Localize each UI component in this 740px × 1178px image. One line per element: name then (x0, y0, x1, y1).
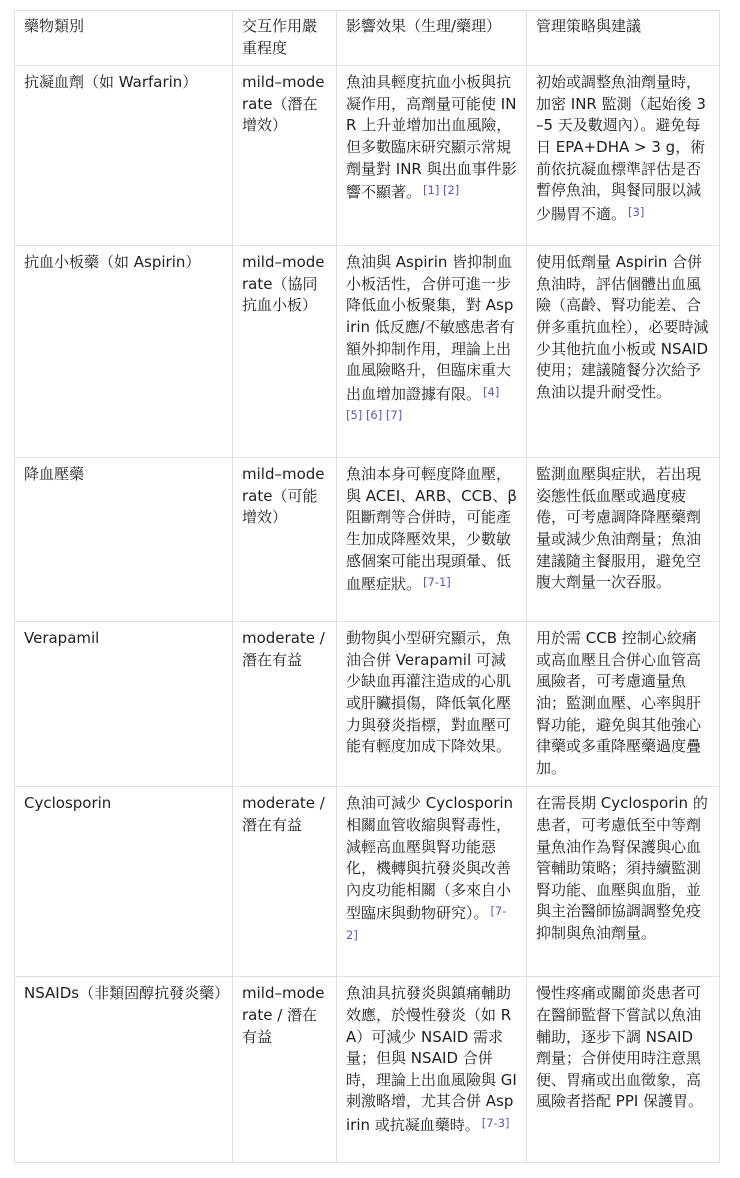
table-row (15, 458, 720, 622)
management-text: 慢性疼痛或關節炎患者可在醫師監督下嘗試以魚油輔助，逐步下調 NSAID 劑量；合併使用時注意黑便、胃痛或出血徵象，高風險者搭配 PPI 保護胃。 (536, 984, 704, 1111)
effect-cell (337, 977, 527, 1163)
effect-text: 動物與小型研究顯示，魚油合併 Verapamil 可減少缺血再灌注造成的心肌或肝臟損傷，降低氧化壓力與發炎指標，對血壓可能有輕度加成下降效果。 (346, 629, 512, 756)
severity-cell: mild–moderate（協同抗血小板） (233, 246, 337, 458)
drug-interaction-table (14, 10, 720, 1163)
drug-class-cell: 降血壓藥 (15, 458, 233, 622)
management-cell (527, 622, 720, 787)
drug-class-cell: 抗凝血劑（如 Warfarin） (15, 66, 233, 246)
effect-text: 魚油本身可輕度降血壓，與 ACEI、ARB、CCB、β 阻斷劑等合併時，可能產生加成降壓效果，少數敏感個案可能出現頭暈、低血壓症狀。 (346, 465, 517, 594)
table-header-row (15, 11, 720, 66)
management-cell (527, 977, 720, 1163)
header-drug-class: 藥物類別 (15, 11, 233, 66)
citation-link[interactable]: [7-3] (481, 1115, 510, 1130)
header-management: 管理策略與建議 (527, 11, 720, 66)
management-text: 使用低劑量 Aspirin 合併魚油時，評估個體出血風險（高齡、腎功能差、合併多重抗血栓），必要時減少其他抗血小板或 NSAID 使用；建議隨餐分次給予魚油以提升耐受性。 (536, 253, 709, 401)
effect-cell (337, 458, 527, 622)
citation-link[interactable]: [4] [5] [6] [7] (346, 384, 500, 423)
table-row (15, 622, 720, 787)
management-cell (527, 66, 720, 246)
effect-text: 魚油具抗發炎與鎮痛輔助效應，於慢性發炎（如 RA）可減少 NSAID 需求量；但與 NSAID 合併時，理論上出血風險與 GI 刺激略增，尤其合併 Aspirin 或抗凝血藥時。 (346, 984, 517, 1134)
management-text: 用於需 CCB 控制心絞痛或高血壓且合併心血管高風險者，可考慮適量魚油；監測血壓、心率與肝腎功能，避免與其他強心律藥或多重降壓藥過度疊加。 (536, 629, 702, 777)
effect-cell (337, 787, 527, 977)
effect-cell (337, 622, 527, 787)
citation-link[interactable]: [3] (628, 204, 645, 219)
severity-cell: mild–moderate（潛在增效） (233, 66, 337, 246)
management-text: 初始或調整魚油劑量時，加密 INR 監測（起始後 3–5 天及數週內）。避免每日 EPA+DHA > 3 g，術前依抗凝血標準評估是否暫停魚油，與餐同服以減少腸胃不適。 (536, 73, 706, 223)
table-row (15, 246, 720, 458)
effect-text: 魚油可減少 Cyclosporin 相關血管收縮與腎毒性，減輕高血壓與腎功能惡化，機轉與抗發炎與改善內皮功能相關（多來自小型臨床與動物研究）。 (346, 794, 514, 923)
effect-cell (337, 246, 527, 458)
management-cell (527, 458, 720, 622)
severity-cell: mild–moderate（可能增效） (233, 458, 337, 622)
management-cell (527, 246, 720, 458)
drug-class-cell: NSAIDs（非類固醇抗發炎藥） (15, 977, 233, 1163)
drug-class-cell: 抗血小板藥（如 Aspirin） (15, 246, 233, 458)
effect-text: 魚油與 Aspirin 皆抑制血小板活性，合併可進一步降低血小板聚集，對 Aspirin 低反應/不敏感患者有額外抑制作用，理論上出血風險略升，但臨床重大出血增加證據有限。 (346, 253, 515, 403)
severity-cell: moderate / 潛在有益 (233, 787, 337, 977)
management-text: 在需長期 Cyclosporin 的患者，可考慮低至中等劑量魚油作為腎保護與心血管輔助策略；須持續監測腎功能、血壓與血脂，並與主治醫師協調調整免疫抑制與魚油劑量。 (536, 794, 708, 942)
effect-cell (337, 66, 527, 246)
drug-class-cell: Verapamil (15, 622, 233, 787)
table-row (15, 787, 720, 977)
severity-cell: mild–moderate / 潛在有益 (233, 977, 337, 1163)
header-severity: 交互作用嚴重程度 (233, 11, 337, 66)
citation-link[interactable]: [7-2] (346, 904, 507, 942)
table-row (15, 66, 720, 246)
management-text: 監測血壓與症狀，若出現姿態性低血壓或過度疲倦，可考慮調降降壓藥劑量或減少魚油劑量；魚油建議隨主餐服用，避免空腹大劑量一次吞服。 (536, 465, 702, 592)
citation-link[interactable]: [7-1] (423, 575, 451, 590)
severity-cell: moderate / 潛在有益 (233, 622, 337, 787)
drug-class-cell: Cyclosporin (15, 787, 233, 977)
effect-text: 魚油具輕度抗血小板與抗凝作用，高劑量可能使 INR 上升並增加出血風險，但多數臨床研究顯示常規劑量對 INR 與出血事件影響不顯著。 (346, 73, 517, 202)
citation-link[interactable]: [1] [2] (423, 183, 460, 198)
header-effect: 影響效果（生理/藥理） (337, 11, 527, 66)
management-cell (527, 787, 720, 977)
table-row (15, 977, 720, 1163)
